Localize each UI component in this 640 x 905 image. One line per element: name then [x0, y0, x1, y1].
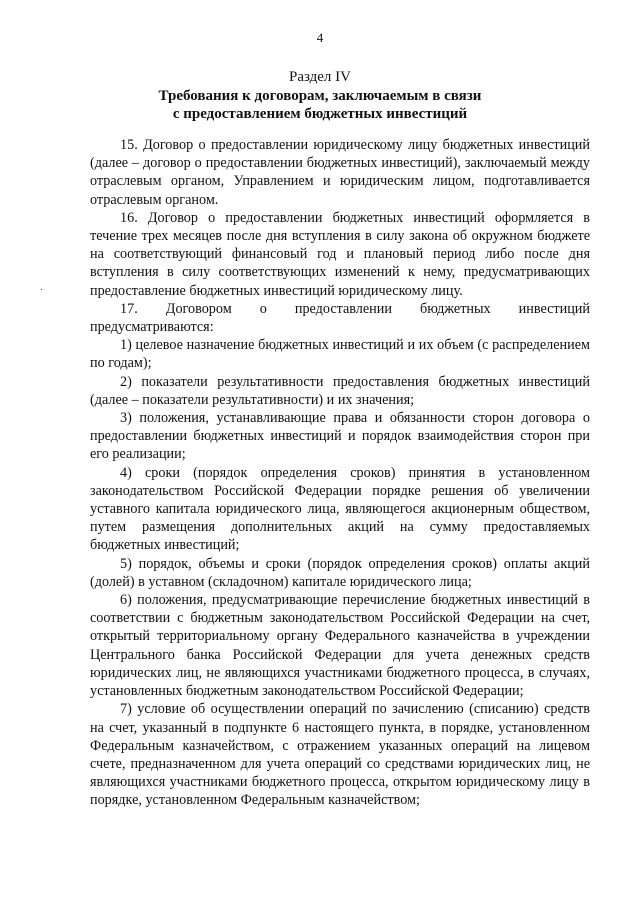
paragraph-16: 16. Договор о предоставлении бюджетных инвестиций оформляется в течение трех месяцев после дня вступления в силу закона об окружном бюджете на соответствующий финансовый год и плановый период либо после дня вступления в силу соответствующих изменений к нему, предусматривающих предоставление бюджетных инвестиций юридическому лицу.	[90, 209, 590, 299]
subitem-1: 1) целевое назначение бюджетных инвестиций и их объем (с распределением по годам);	[90, 337, 590, 372]
document-body	[90, 136, 590, 810]
subitem-5: 5) порядок, объемы и сроки (порядок определения сроков) оплаты акций (долей) в уставном (складочном) капитале юридического лица;	[90, 555, 590, 590]
subitem-4: 4) сроки (порядок определения сроков) принятия в установленном законодательством Российской Федерации порядке решения об увеличении уставного капитала юридического лица, являющегося акционерным обществом, путем размещения дополнительных акций на сумму предоставляемых бюджетных инвестиций;	[90, 464, 590, 554]
subitem-3: 3) положения, устанавливающие права и обязанности сторон договора о предоставлении бюджетных инвестиций и порядок взаимодействия сторон при его реализации;	[90, 410, 590, 463]
section-heading-line-1: Требования к договорам, заключаемым в связи	[158, 88, 482, 104]
paragraph-17: 17. Договором о предоставлении бюджетных инвестиций предусматриваются:	[90, 300, 590, 336]
section-label: Раздел IV	[288, 69, 351, 85]
margin-dot: ·	[40, 285, 44, 296]
subitem-7: 7) условие об осуществлении операций по зачислению (списанию) средств на счет, указанный в подпункте 6 настоящего пункта, в порядке, установленном Федеральным казначейством, с отражением указанных операций на лицевом счете, предназначенном для учета операций со средствами юридических лиц, не являющихся участниками бюджетного процесса, открытом юридическому лицу в порядке, установленном Федеральным казначейством;	[90, 701, 590, 809]
section-heading-line-2: с предоставлением бюджетных инвестиций	[172, 106, 468, 122]
paragraph-15: 15. Договор о предоставлении юридическому лицу бюджетных инвестиций (далее – договор о предоставлении бюджетных инвестиций), заключаемый между отраслевым органом, Управлением и юридическим лицом, подготавливается отраслевым органом.	[90, 137, 590, 208]
subitem-6: 6) положения, предусматривающие перечисление бюджетных инвестиций в соответствии с бюджетным законодательством Российской Федерации на счет, открытый территориальному органу Федерального казначейства в учреждении Центрального банка Российской Федерации для учета денежных средств юридических лиц, не являющихся участниками бюджетного процесса, в случаях, установленных бюджетным законодательством Российской Федерации;	[90, 592, 590, 700]
page-number: 4	[316, 30, 324, 45]
subitem-2: 2) показатели результативности предоставления бюджетных инвестиций (далее – показатели результативности) и их значения;	[90, 373, 590, 408]
section-heading	[0, 87, 640, 123]
